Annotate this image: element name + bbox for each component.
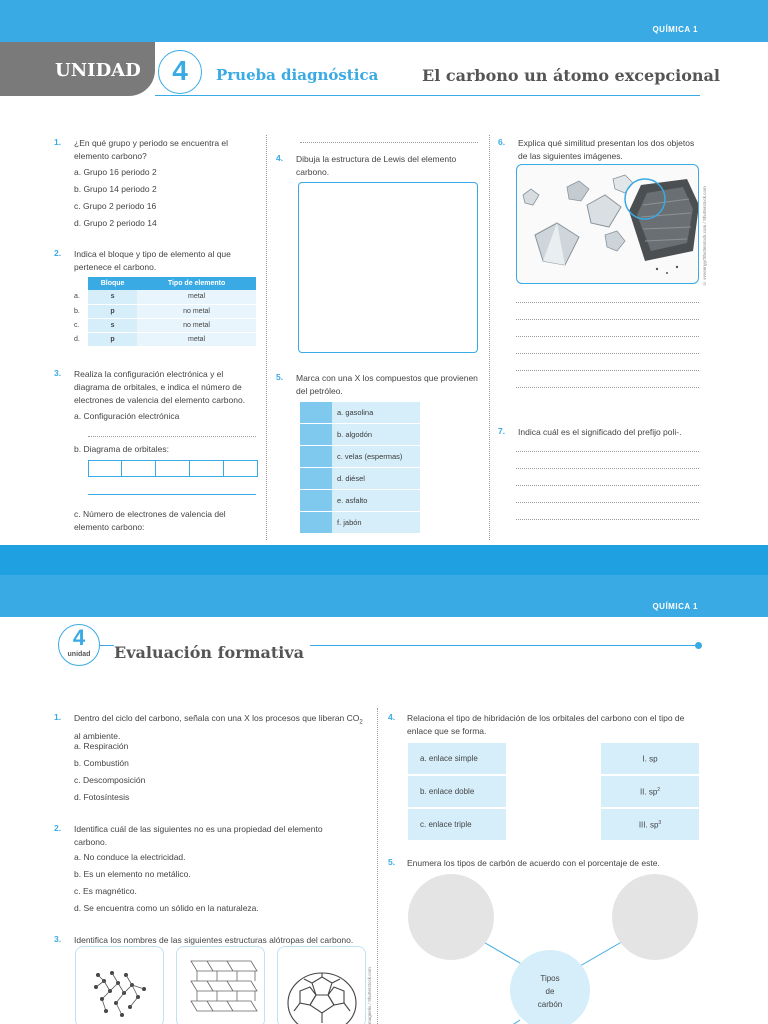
- checkbox[interactable]: [300, 512, 332, 534]
- p2-q3-number: 3.: [54, 934, 62, 944]
- checkbox[interactable]: [300, 402, 332, 424]
- q7-number: 7.: [498, 426, 506, 436]
- graphite-layers-illustration: [177, 947, 266, 1024]
- table-row: b. p no metal: [74, 304, 256, 318]
- p2-q3-text: Identifica los nombres de las siguientes estructuras alótropas del carbono.: [74, 935, 354, 945]
- checklist-row[interactable]: [300, 446, 420, 468]
- match-right-item[interactable]: II. $sp^2$: [601, 776, 699, 807]
- unit-label: unidad: [67, 651, 91, 658]
- q4-number: 4.: [276, 153, 284, 163]
- q6-number: 6.: [498, 137, 506, 147]
- checklist-row[interactable]: [300, 468, 420, 490]
- page2-title: Evaluación formativa: [114, 643, 310, 662]
- allotrope-image-3: [277, 946, 366, 1024]
- answer-line[interactable]: [300, 142, 478, 143]
- q1-options: [74, 164, 157, 232]
- test-title: Prueba diagnóstica: [216, 66, 379, 84]
- table-row: a. s metal: [74, 290, 256, 304]
- p2-q2-text: Identifica cuál de las siguientes no es una propiedad del elemento carbono.: [74, 824, 323, 847]
- coal-types-center: [510, 950, 590, 1024]
- q3-b: b. Diagrama de orbitales:: [74, 444, 169, 454]
- q7-answer-lines[interactable]: [516, 451, 699, 536]
- match-right-item[interactable]: I. sp: [601, 743, 699, 774]
- q3-c: c. Número de electrones de valencia del elemento carbono:: [74, 509, 226, 532]
- unit-number-badge: [158, 50, 202, 94]
- checkbox[interactable]: [300, 490, 332, 512]
- unit-number: 4: [72, 625, 86, 650]
- diamond-graphite-illustration: [517, 165, 699, 284]
- p2-q1-number: 1.: [54, 712, 62, 722]
- lewis-drawing-box[interactable]: [298, 182, 478, 353]
- option[interactable]: c. Grupo 2 periodo 16: [74, 201, 157, 211]
- table-row: d. p metal: [74, 332, 256, 346]
- orbital-box[interactable]: [88, 460, 122, 477]
- q2-number: 2.: [54, 248, 62, 258]
- p2-q2-options: [74, 849, 259, 917]
- answer-line[interactable]: [88, 436, 256, 437]
- option[interactable]: d. Grupo 2 periodo 14: [74, 218, 157, 228]
- q4-text: Dibuja la estructura de Lewis del elemento carbono.: [296, 154, 457, 177]
- option[interactable]: a. Grupo 16 periodo 2: [74, 167, 157, 177]
- q1-text: ¿En qué grupo y periodo se encuentra el elemento carbono?: [74, 138, 229, 161]
- p2-q1-text: Dentro del ciclo del carbono, señala con una X los procesos que liberan $CO_2$ al ambiente.: [74, 713, 363, 741]
- checklist-row[interactable]: [300, 402, 420, 424]
- match-left-item[interactable]: b. enlace doble: [408, 776, 506, 807]
- option[interactable]: a. No conduce la electricidad.: [74, 852, 186, 862]
- checklist-row[interactable]: [300, 490, 420, 512]
- checklist-row[interactable]: [300, 424, 420, 446]
- fullerene-illustration: [278, 947, 367, 1024]
- option[interactable]: a. Respiración: [74, 741, 129, 751]
- checkbox[interactable]: [300, 424, 332, 446]
- table-header: Bloque: [88, 277, 137, 290]
- orbital-diagram[interactable]: [88, 460, 258, 477]
- unit-number-badge: [58, 624, 100, 666]
- table-row: c. s no metal: [74, 318, 256, 332]
- center-label: de: [545, 987, 555, 996]
- unit-number: 4: [172, 55, 188, 86]
- q7-text: Indica cuál es el significado del prefijo poli-.: [518, 427, 682, 437]
- petroleum-checklist: [300, 402, 420, 534]
- diamond-graphite-image: [516, 164, 699, 284]
- q6-answer-lines[interactable]: [516, 302, 699, 404]
- option[interactable]: b. Combustión: [74, 758, 129, 768]
- q3-a: a. Configuración electrónica: [74, 411, 180, 421]
- page2-header-bar: [0, 575, 768, 617]
- p2-q4-text: Relaciona el tipo de hibridación de los orbitales del carbono con el tipo de enlace que se forma.: [407, 713, 685, 736]
- subject-label: QUÍMICA 1: [652, 25, 698, 34]
- answer-circle[interactable]: [612, 874, 698, 960]
- p2-q5-number: 5.: [388, 857, 396, 867]
- q3-image-credit: magnetix / Shutterstock.com: [367, 967, 372, 1024]
- allotrope-image-1: [75, 946, 164, 1024]
- page-separator: [0, 545, 768, 575]
- table-header: Tipo de elemento: [137, 277, 256, 290]
- column-divider: [266, 135, 267, 540]
- answer-circle[interactable]: [408, 874, 494, 960]
- block-type-table: [74, 277, 256, 347]
- option[interactable]: b. Grupo 14 periodo 2: [74, 184, 157, 194]
- p2-q1-options: [74, 738, 145, 806]
- checklist-row[interactable]: [300, 512, 420, 534]
- checklist-label: b. algodón: [332, 424, 420, 446]
- orbital-box[interactable]: [224, 460, 258, 477]
- diamond-lattice-illustration: [76, 947, 165, 1024]
- topic-title: El carbono un átomo excepcional: [422, 66, 720, 85]
- column-divider: [489, 135, 490, 540]
- q6-text: Explica qué similitud presentan los dos objetos de las siguientes imágenes.: [518, 138, 695, 161]
- q3-text: Realiza la configuración electrónica y el diagrama de orbitales, e indica el número de electrones de valencia del elemento carbono.: [74, 369, 246, 405]
- allotrope-image-2: [176, 946, 265, 1024]
- checkbox[interactable]: [300, 446, 332, 468]
- rule-endpoint: [695, 642, 702, 649]
- checklist-label: e. asfalto: [332, 490, 420, 512]
- match-right-item[interactable]: III. $sp^3$: [601, 809, 699, 840]
- match-left-item[interactable]: c. enlace triple: [408, 809, 506, 840]
- p2-q4-number: 4.: [388, 712, 396, 722]
- q5-text: Marca con una X los compuestos que provienen del petróleo.: [296, 373, 478, 396]
- checklist-label: d. diésel: [332, 468, 420, 490]
- column-divider: [377, 708, 378, 1024]
- p2-q5-text: Enumera los tipos de carbón de acuerdo con el porcentaje de este.: [407, 858, 660, 868]
- unit-tab: [0, 42, 155, 96]
- q3-number: 3.: [54, 368, 62, 378]
- orbital-box[interactable]: [156, 460, 190, 477]
- option[interactable]: d. Se encuentra como un sólido en la naturaleza.: [74, 903, 259, 913]
- q6-image-credit: © vvoennyy/Shutterstock.com / Shutterstock.com: [702, 186, 707, 286]
- answer-line[interactable]: [88, 494, 256, 495]
- orbital-box[interactable]: [190, 460, 224, 477]
- p2-q2-number: 2.: [54, 823, 62, 833]
- q1-number: 1.: [54, 137, 62, 147]
- option[interactable]: c. Descomposición: [74, 775, 146, 785]
- center-label: Tipos: [540, 974, 560, 983]
- page1-header-bar: [0, 0, 768, 42]
- orbital-box[interactable]: [122, 460, 156, 477]
- checklist-label: c. velas (espermas): [332, 446, 420, 468]
- option[interactable]: d. Fotosíntesis: [74, 792, 130, 802]
- checklist-label: f. jabón: [332, 512, 420, 534]
- match-left-item[interactable]: a. enlace simple: [408, 743, 506, 774]
- option[interactable]: b. Es un elemento no metálico.: [74, 869, 191, 879]
- header-rule: [155, 95, 700, 96]
- center-label: carbón: [537, 1000, 563, 1009]
- q5-number: 5.: [276, 372, 284, 382]
- subject-label: QUÍMICA 1: [652, 602, 698, 611]
- q2-text: Indica el bloque y tipo de elemento al que pertenece el carbono.: [74, 249, 231, 272]
- checkbox[interactable]: [300, 468, 332, 490]
- option[interactable]: c. Es magnético.: [74, 886, 137, 896]
- checklist-label: a. gasolina: [332, 402, 420, 424]
- unit-label: UNIDAD: [55, 60, 141, 81]
